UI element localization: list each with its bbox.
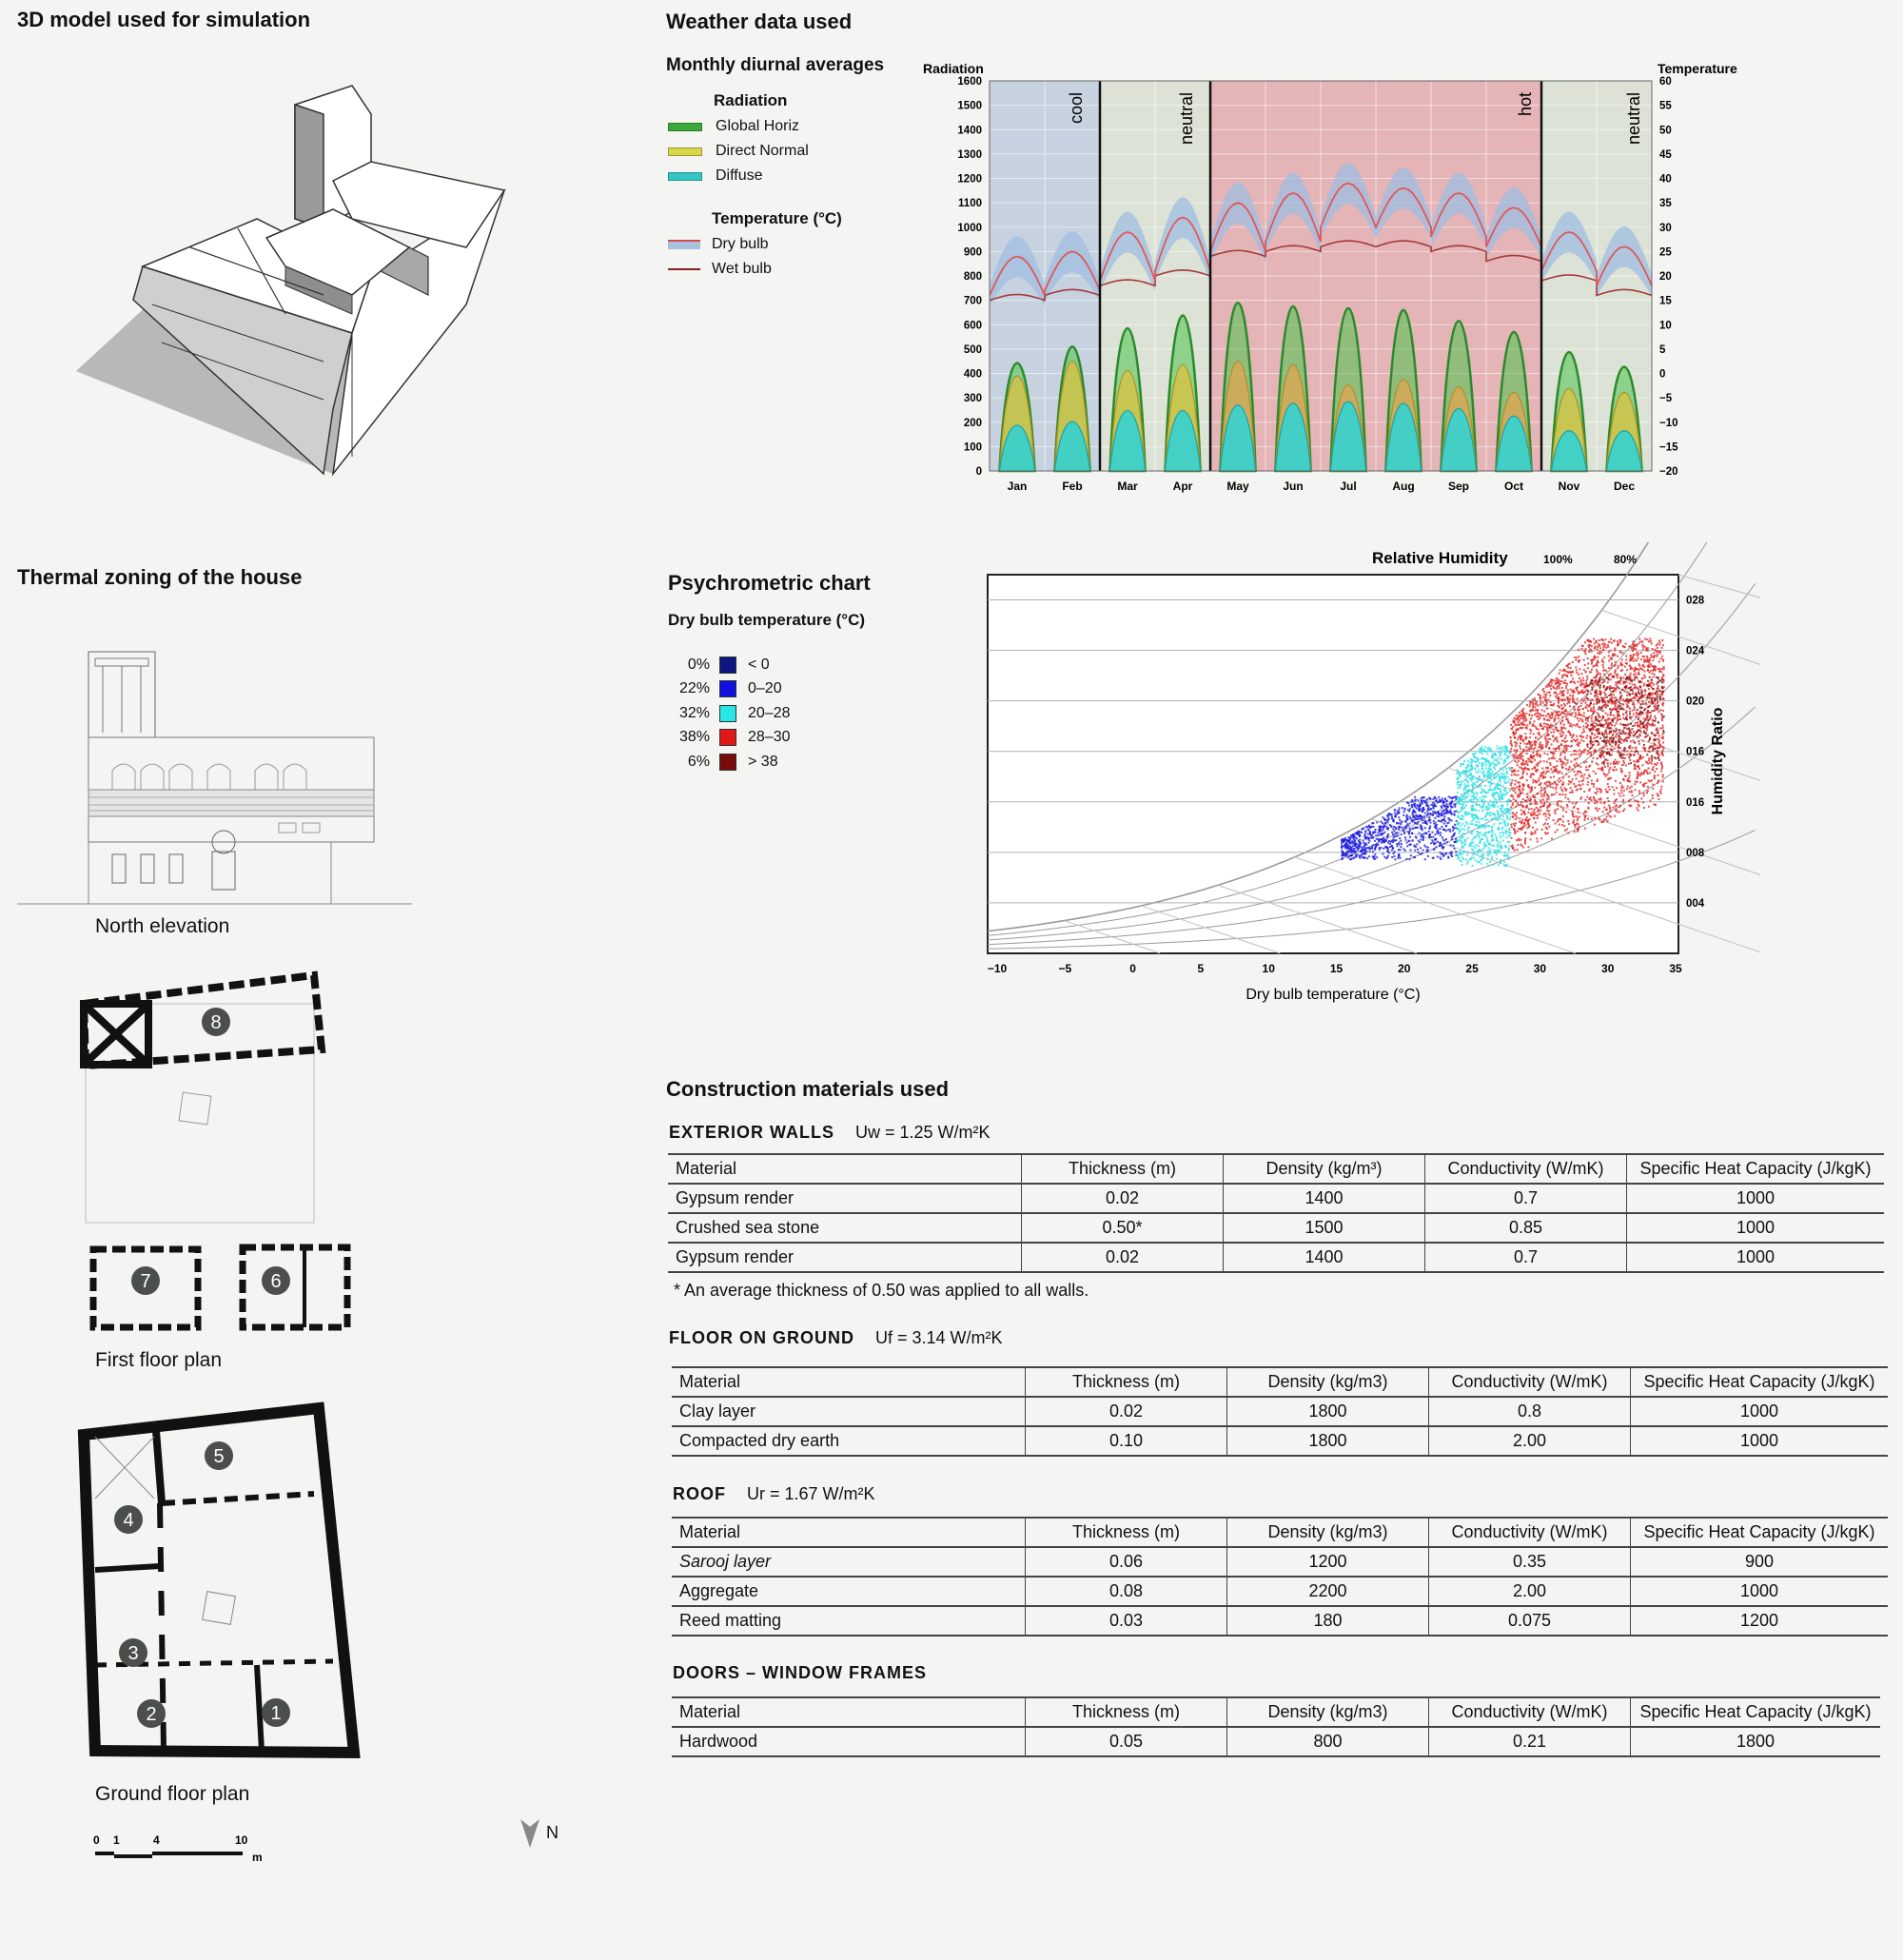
weather-title: Weather data used bbox=[666, 10, 853, 33]
ground-floor-plan-drawing bbox=[76, 1399, 362, 1779]
roof-table bbox=[672, 1517, 1888, 1637]
scale-unit: m bbox=[252, 1851, 263, 1864]
table-row bbox=[672, 1547, 1888, 1577]
y-tick-left: 100 bbox=[963, 441, 982, 454]
scale-tick-0: 0 bbox=[93, 1833, 100, 1847]
roof-u: Ur = 1.67 W/m²K bbox=[747, 1484, 875, 1503]
psy-y-label: Humidity Ratio bbox=[1710, 707, 1726, 815]
floor-table bbox=[672, 1366, 1888, 1457]
x-tick-month: Oct bbox=[1503, 480, 1524, 493]
y-tick-right: −10 bbox=[1659, 417, 1678, 429]
table-cell: Clay layer bbox=[672, 1397, 1026, 1426]
north-elevation-label: North elevation bbox=[95, 915, 230, 937]
table-cell: 2.00 bbox=[1429, 1577, 1631, 1606]
y-tick-right: 0 bbox=[1659, 368, 1666, 381]
table-cell: 0.02 bbox=[1022, 1243, 1224, 1272]
table-cell: 0.21 bbox=[1429, 1727, 1631, 1756]
y-tick-left: 1600 bbox=[957, 76, 982, 88]
table-cell: Gypsum render bbox=[668, 1243, 1022, 1272]
psychro-legend-pct: 6% bbox=[687, 753, 710, 770]
table-cell: 0.075 bbox=[1429, 1606, 1631, 1636]
table-row bbox=[668, 1213, 1884, 1243]
exterior-walls-note: * An average thickness of 0.50 was applied to all walls. bbox=[674, 1281, 1089, 1300]
rh-title: Relative Humidity bbox=[1372, 549, 1508, 567]
header-cell: Thickness (m) bbox=[1026, 1697, 1227, 1727]
table-cell: 0.7 bbox=[1425, 1243, 1627, 1272]
legend-direct-normal-label: Direct Normal bbox=[716, 143, 809, 159]
table-cell: 0.02 bbox=[1026, 1397, 1227, 1426]
season-label: cool bbox=[1066, 92, 1086, 125]
table-cell: 0.03 bbox=[1026, 1606, 1227, 1636]
table-cell: 1800 bbox=[1227, 1397, 1429, 1426]
psychro-legend-swatch bbox=[719, 705, 736, 722]
y-tick-right: 30 bbox=[1659, 222, 1672, 234]
y-tick-left: 800 bbox=[963, 271, 982, 283]
psy-x-tick: 20 bbox=[1398, 962, 1411, 975]
legend-dry-bulb bbox=[668, 232, 772, 257]
table-cell: 1000 bbox=[1627, 1184, 1885, 1213]
y-tick-right: −15 bbox=[1659, 441, 1678, 454]
north-arrow-icon bbox=[519, 1817, 566, 1850]
scale-tick-3: 10 bbox=[235, 1833, 248, 1847]
psy-y-tick: 016 bbox=[1686, 796, 1705, 809]
doors-table bbox=[672, 1696, 1880, 1757]
y-tick-left: 1500 bbox=[957, 100, 982, 112]
monthly-diurnal-chart bbox=[913, 52, 1751, 509]
roof-title: ROOF bbox=[673, 1484, 726, 1503]
psy-x-tick: 10 bbox=[1262, 962, 1275, 975]
table-cell: 1200 bbox=[1631, 1606, 1889, 1636]
psychro-title: Psychrometric chart bbox=[668, 571, 871, 595]
y-tick-left: 200 bbox=[963, 417, 982, 429]
header-cell: Specific Heat Capacity (J/kgK) bbox=[1627, 1154, 1885, 1184]
table-cell: 1800 bbox=[1631, 1727, 1881, 1756]
legend-global-horiz bbox=[668, 114, 809, 139]
psy-x-tick: 30 bbox=[1533, 962, 1547, 975]
temperature-legend-title: Temperature (°C) bbox=[712, 209, 842, 227]
psychro-legend-row bbox=[668, 726, 791, 751]
header-cell: Thickness (m) bbox=[1026, 1367, 1227, 1397]
y-tick-left: 0 bbox=[975, 466, 982, 478]
temperature-legend bbox=[668, 232, 772, 282]
table-row bbox=[668, 1243, 1884, 1272]
psy-y-tick: 024 bbox=[1686, 645, 1705, 657]
psychro-legend-swatch bbox=[719, 754, 736, 771]
first-floor-plan-drawing bbox=[76, 966, 362, 1346]
header-cell: Density (kg/m3) bbox=[1227, 1518, 1429, 1547]
floor-heading bbox=[669, 1328, 1003, 1348]
season-label: hot bbox=[1515, 92, 1535, 117]
psychro-legend-range: 0–20 bbox=[748, 680, 782, 697]
header-cell: Specific Heat Capacity (J/kgK) bbox=[1631, 1518, 1889, 1547]
psychro-legend-row bbox=[668, 677, 791, 702]
y-tick-left: 1100 bbox=[958, 198, 982, 210]
table-cell: 0.50* bbox=[1022, 1213, 1224, 1243]
y-tick-right: 20 bbox=[1659, 271, 1672, 283]
y-tick-right: 5 bbox=[1659, 343, 1666, 356]
table-cell: Crushed sea stone bbox=[668, 1213, 1022, 1243]
table-cell: 2200 bbox=[1227, 1577, 1429, 1606]
psychro-legend-swatch bbox=[719, 680, 736, 697]
x-tick-month: Jun bbox=[1283, 480, 1304, 493]
table-cell: Aggregate bbox=[672, 1577, 1026, 1606]
psy-y-tick: 020 bbox=[1686, 696, 1705, 708]
psychro-legend-swatch bbox=[719, 657, 736, 674]
psychro-legend-range: 20–28 bbox=[748, 704, 791, 721]
y-axis-left-label: Radiation bbox=[923, 61, 984, 76]
zoning-title: Thermal zoning of the house bbox=[17, 565, 303, 589]
exterior-walls-table bbox=[668, 1153, 1884, 1273]
header-cell: Conductivity (W/mK) bbox=[1429, 1367, 1631, 1397]
table-cell: 0.85 bbox=[1425, 1213, 1627, 1243]
y-tick-right: −20 bbox=[1659, 466, 1678, 478]
zone-2-label: 2 bbox=[146, 1704, 157, 1725]
y-tick-right: −5 bbox=[1659, 393, 1673, 405]
legend-wet-bulb-label: Wet bulb bbox=[712, 261, 772, 277]
table-cell: 2.00 bbox=[1429, 1426, 1631, 1456]
psy-y-tick: 028 bbox=[1686, 595, 1705, 607]
rh-label-80: 80% bbox=[1614, 553, 1638, 566]
header-cell: Thickness (m) bbox=[1026, 1518, 1227, 1547]
x-tick-month: Jan bbox=[1007, 480, 1028, 493]
y-tick-right: 25 bbox=[1659, 246, 1672, 259]
zone-7-label: 7 bbox=[140, 1271, 151, 1292]
model-title: 3D model used for simulation bbox=[17, 8, 311, 31]
scale-bar bbox=[90, 1831, 281, 1869]
monthly-title: Monthly diurnal averages bbox=[666, 55, 885, 75]
y-tick-left: 600 bbox=[963, 320, 982, 332]
header-cell: Conductivity (W/mK) bbox=[1429, 1697, 1631, 1727]
legend-direct-normal bbox=[668, 139, 809, 164]
y-tick-right: 35 bbox=[1659, 198, 1672, 210]
psychro-legend bbox=[668, 653, 791, 774]
psy-x-label: Dry bulb temperature (°C) bbox=[1246, 987, 1421, 1003]
header-cell: Specific Heat Capacity (J/kgK) bbox=[1631, 1697, 1881, 1727]
psychro-legend-swatch bbox=[719, 729, 736, 746]
doors-title: DOORS – WINDOW FRAMES bbox=[673, 1663, 927, 1682]
table-cell: 1800 bbox=[1227, 1426, 1429, 1456]
table-cell: 0.35 bbox=[1429, 1547, 1631, 1577]
table-cell: 1400 bbox=[1224, 1184, 1425, 1213]
header-cell: Density (kg/m³) bbox=[1224, 1154, 1425, 1184]
y-tick-left: 900 bbox=[963, 246, 982, 259]
north-arrow-label: N bbox=[546, 1823, 559, 1842]
table-cell: 1000 bbox=[1631, 1426, 1889, 1456]
psychro-legend-row bbox=[668, 750, 791, 774]
legend-dry-bulb-label: Dry bulb bbox=[712, 236, 769, 252]
floor-title: FLOOR ON GROUND bbox=[669, 1328, 854, 1347]
y-tick-left: 1200 bbox=[957, 173, 982, 186]
scale-tick-2: 4 bbox=[153, 1833, 160, 1847]
y-tick-left: 500 bbox=[963, 343, 982, 356]
season-label: neutral bbox=[1176, 92, 1196, 146]
exterior-walls-u: Uw = 1.25 W/m²K bbox=[855, 1123, 991, 1142]
psy-x-tick: −10 bbox=[987, 962, 1008, 975]
y-tick-left: 700 bbox=[963, 295, 982, 307]
table-cell: Compacted dry earth bbox=[672, 1426, 1026, 1456]
3d-model-drawing bbox=[67, 76, 514, 485]
table-header-row bbox=[668, 1154, 1884, 1184]
table-row bbox=[672, 1606, 1888, 1636]
table-cell: 0.05 bbox=[1026, 1727, 1227, 1756]
header-cell: Material bbox=[668, 1154, 1022, 1184]
x-tick-month: Jul bbox=[1340, 480, 1357, 493]
doors-heading bbox=[673, 1663, 927, 1683]
psychro-legend-row bbox=[668, 701, 791, 726]
x-tick-month: Apr bbox=[1172, 480, 1193, 493]
table-cell: 0.10 bbox=[1026, 1426, 1227, 1456]
x-tick-month: Feb bbox=[1062, 480, 1083, 493]
table-row bbox=[672, 1397, 1888, 1426]
header-cell: Thickness (m) bbox=[1022, 1154, 1224, 1184]
table-cell: 180 bbox=[1227, 1606, 1429, 1636]
rh-label-100: 100% bbox=[1543, 553, 1573, 566]
table-row bbox=[672, 1577, 1888, 1606]
zone-6-label: 6 bbox=[270, 1271, 282, 1292]
y-tick-left: 1400 bbox=[957, 125, 982, 137]
table-cell: 0.8 bbox=[1429, 1397, 1631, 1426]
header-cell: Density (kg/m3) bbox=[1227, 1367, 1429, 1397]
table-cell: Hardwood bbox=[672, 1727, 1026, 1756]
table-row bbox=[672, 1426, 1888, 1456]
table-cell: 0.08 bbox=[1026, 1577, 1227, 1606]
psychro-legend-pct: 22% bbox=[678, 680, 710, 697]
psychro-legend-pct: 32% bbox=[678, 704, 710, 721]
y-tick-left: 300 bbox=[963, 393, 982, 405]
y-axis-right-label: Temperature bbox=[1658, 61, 1737, 76]
psy-x-tick: 5 bbox=[1197, 962, 1205, 975]
x-tick-month: Nov bbox=[1558, 480, 1580, 493]
table-cell: 1200 bbox=[1227, 1547, 1429, 1577]
table-header-row bbox=[672, 1367, 1888, 1397]
x-tick-month: Dec bbox=[1613, 480, 1636, 493]
x-tick-month: Mar bbox=[1117, 480, 1138, 493]
table-cell: 1000 bbox=[1631, 1577, 1889, 1606]
psy-x-tick: −5 bbox=[1058, 962, 1072, 975]
psychro-subtitle: Dry bulb temperature (°C) bbox=[668, 611, 866, 629]
materials-title: Construction materials used bbox=[666, 1077, 950, 1101]
legend-diffuse bbox=[668, 164, 809, 188]
table-cell: 800 bbox=[1227, 1727, 1429, 1756]
ground-floor-label: Ground floor plan bbox=[95, 1783, 250, 1805]
y-tick-left: 1000 bbox=[957, 222, 982, 234]
zone-4-label: 4 bbox=[123, 1510, 134, 1531]
header-cell: Density (kg/m3) bbox=[1227, 1697, 1429, 1727]
psychro-legend-range: 28–30 bbox=[748, 729, 791, 746]
exterior-walls-title: EXTERIOR WALLS bbox=[669, 1123, 835, 1142]
table-cell: 1000 bbox=[1627, 1243, 1885, 1272]
header-cell: Material bbox=[672, 1367, 1026, 1397]
table-cell: 1400 bbox=[1224, 1243, 1425, 1272]
header-cell: Specific Heat Capacity (J/kgK) bbox=[1631, 1367, 1889, 1397]
north-elevation-drawing bbox=[17, 647, 417, 909]
zone-3-label: 3 bbox=[128, 1643, 139, 1664]
y-tick-left: 400 bbox=[963, 368, 982, 381]
roof-heading bbox=[673, 1484, 875, 1504]
psy-y-tick: 016 bbox=[1686, 746, 1705, 758]
y-tick-right: 40 bbox=[1659, 173, 1672, 186]
table-cell: 0.02 bbox=[1022, 1184, 1224, 1213]
y-tick-left: 1300 bbox=[957, 148, 982, 161]
table-cell: Reed matting bbox=[672, 1606, 1026, 1636]
header-cell: Material bbox=[672, 1697, 1026, 1727]
table-cell: 1000 bbox=[1631, 1397, 1889, 1426]
table-cell: 0.7 bbox=[1425, 1184, 1627, 1213]
table-cell: 900 bbox=[1631, 1547, 1889, 1577]
table-cell: 0.06 bbox=[1026, 1547, 1227, 1577]
exterior-walls-heading bbox=[669, 1123, 991, 1143]
table-row bbox=[668, 1184, 1884, 1213]
zone-1-label: 1 bbox=[270, 1703, 282, 1724]
psy-y-tick: 004 bbox=[1686, 897, 1705, 910]
table-row bbox=[672, 1727, 1880, 1756]
header-cell: Conductivity (W/mK) bbox=[1425, 1154, 1627, 1184]
psychro-legend-range: < 0 bbox=[748, 656, 770, 673]
zone-8-label: 8 bbox=[210, 1012, 222, 1033]
y-tick-right: 45 bbox=[1659, 148, 1672, 161]
y-tick-right: 50 bbox=[1659, 125, 1672, 137]
y-tick-right: 55 bbox=[1659, 100, 1672, 112]
table-cell: 1000 bbox=[1627, 1213, 1885, 1243]
table-header-row bbox=[672, 1518, 1888, 1547]
psy-x-tick: 30 bbox=[1601, 962, 1615, 975]
scale-tick-1: 1 bbox=[113, 1833, 120, 1847]
legend-wet-bulb bbox=[668, 257, 772, 282]
legend-diffuse-label: Diffuse bbox=[716, 167, 763, 184]
y-tick-right: 60 bbox=[1659, 76, 1672, 88]
psychro-legend-pct: 38% bbox=[678, 729, 710, 746]
y-tick-right: 10 bbox=[1659, 320, 1672, 332]
header-cell: Material bbox=[672, 1518, 1026, 1547]
psychro-legend-pct: 0% bbox=[687, 656, 710, 673]
floor-u: Uf = 3.14 W/m²K bbox=[875, 1328, 1003, 1347]
psy-x-tick: 0 bbox=[1129, 962, 1136, 975]
zone-5-label: 5 bbox=[213, 1446, 225, 1467]
x-tick-month: Sep bbox=[1447, 480, 1470, 493]
table-cell: Gypsum render bbox=[668, 1184, 1022, 1213]
radiation-legend bbox=[668, 114, 809, 188]
psy-x-tick: 25 bbox=[1465, 962, 1479, 975]
psychro-legend-row bbox=[668, 653, 791, 677]
x-tick-month: Aug bbox=[1392, 480, 1415, 493]
psy-x-tick: 15 bbox=[1329, 962, 1344, 975]
psychrometric-chart bbox=[980, 542, 1760, 1009]
header-cell: Conductivity (W/mK) bbox=[1429, 1518, 1631, 1547]
psy-x-tick: 35 bbox=[1669, 962, 1682, 975]
table-cell: 1500 bbox=[1224, 1213, 1425, 1243]
radiation-legend-title: Radiation bbox=[714, 91, 788, 109]
table-header-row bbox=[672, 1697, 1880, 1727]
season-label: neutral bbox=[1623, 92, 1643, 146]
y-tick-right: 15 bbox=[1659, 295, 1672, 307]
psychro-legend-range: > 38 bbox=[748, 753, 778, 770]
psy-y-tick: 008 bbox=[1686, 847, 1705, 859]
table-cell: Sarooj layer bbox=[672, 1547, 1026, 1577]
x-tick-month: May bbox=[1226, 480, 1249, 493]
first-floor-label: First floor plan bbox=[95, 1349, 223, 1371]
legend-global-horiz-label: Global Horiz bbox=[716, 118, 800, 134]
